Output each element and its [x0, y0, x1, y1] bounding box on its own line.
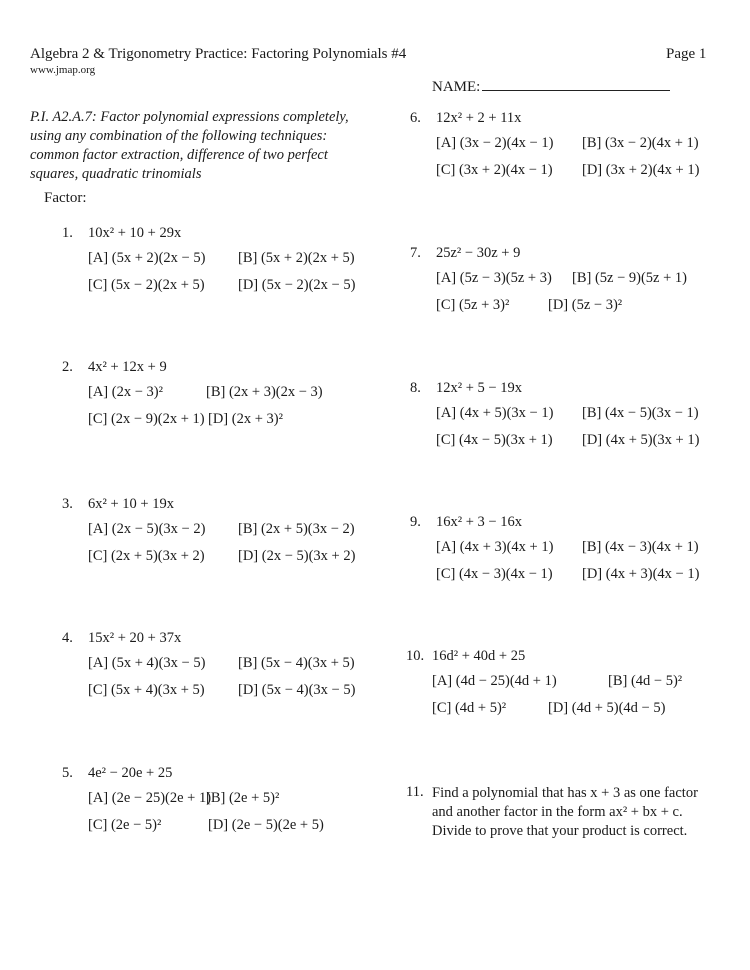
- choice-b[interactable]: [B] (5x − 4)(3x + 5): [238, 655, 355, 671]
- choice-d[interactable]: [D] (3x + 2)(4x + 1): [582, 162, 700, 178]
- choice-d[interactable]: [D] (4x + 3)(4x − 1): [582, 566, 700, 582]
- choice-d[interactable]: [D] (2x − 5)(3x + 2): [238, 548, 356, 564]
- choice-d[interactable]: [D] (5x − 4)(3x − 5): [238, 682, 356, 698]
- choice-b[interactable]: [B] (2x + 5)(3x − 2): [238, 521, 355, 537]
- choice-d[interactable]: [D] (4x + 5)(3x + 1): [582, 432, 700, 448]
- question-expression: 4e² − 20e + 25: [88, 765, 173, 781]
- question-expression: 25z² − 30z + 9: [436, 245, 521, 261]
- choice-c[interactable]: [C] (2x − 9)(2x + 1): [88, 411, 205, 427]
- name-label: NAME:: [432, 79, 481, 95]
- choice-c[interactable]: [C] (4d + 5)²: [432, 700, 507, 716]
- choice-a[interactable]: [A] (5x + 4)(3x − 5): [88, 655, 206, 671]
- question-number: 7.: [410, 245, 421, 261]
- question-number: 8.: [410, 380, 421, 396]
- choice-b[interactable]: [B] (2e + 5)²: [206, 790, 280, 806]
- choice-a[interactable]: [A] (2x − 5)(3x − 2): [88, 521, 206, 537]
- question-text: [432, 784, 698, 841]
- choice-c[interactable]: [C] (3x + 2)(4x − 1): [436, 162, 553, 178]
- choice-c[interactable]: [C] (2x + 5)(3x + 2): [88, 548, 205, 564]
- question-line: Find a polynomial that has x + 3 as one factor: [432, 785, 698, 801]
- question-expression: 12x² + 5 − 19x: [436, 380, 522, 396]
- question-expression: 12x² + 2 + 11x: [436, 110, 522, 126]
- question-expression: 16x² + 3 − 16x: [436, 514, 522, 530]
- worksheet-title: Algebra 2 & Trigonometry Practice: Factoring Polynomials #4: [30, 46, 407, 62]
- choice-c[interactable]: [C] (4x − 3)(4x − 1): [436, 566, 553, 582]
- choice-d[interactable]: [D] (5z − 3)²: [548, 297, 623, 313]
- choice-a[interactable]: [A] (4d − 25)(4d + 1): [432, 673, 557, 689]
- choice-a[interactable]: [A] (4x + 5)(3x − 1): [436, 405, 554, 421]
- choice-b[interactable]: [B] (3x − 2)(4x + 1): [582, 135, 699, 151]
- name-blank-line: [482, 76, 670, 91]
- factor-label: Factor:: [44, 190, 87, 206]
- question-expression: 15x² + 20 + 37x: [88, 630, 182, 646]
- choice-b[interactable]: [B] (5x + 2)(2x + 5): [238, 250, 355, 266]
- choice-c[interactable]: [C] (5x + 4)(3x + 5): [88, 682, 205, 698]
- standard-description: P.I. A2.A.7: Factor polynomial expressions completely, using any combination of the following techniques: common factor extraction, difference of two perfect squares, quadratic trinomials: [30, 109, 349, 182]
- choice-d[interactable]: [D] (2e − 5)(2e + 5): [208, 817, 324, 833]
- question-number: 4.: [62, 630, 73, 646]
- choice-a[interactable]: [A] (2e − 25)(2e + 1): [88, 790, 212, 806]
- question-number: 2.: [62, 359, 73, 375]
- choice-a[interactable]: [A] (4x + 3)(4x + 1): [436, 539, 554, 555]
- choice-b[interactable]: [B] (5z − 9)(5z + 1): [572, 270, 687, 286]
- choice-c[interactable]: [C] (2e − 5)²: [88, 817, 162, 833]
- question-expression: 16d² + 40d + 25: [432, 648, 526, 664]
- choice-a[interactable]: [A] (3x − 2)(4x − 1): [436, 135, 554, 151]
- name-field: [432, 76, 670, 96]
- page-number: Page 1: [666, 46, 707, 62]
- question-number: 9.: [410, 514, 421, 530]
- question-number: 11.: [406, 784, 424, 800]
- question-expression: 4x² + 12x + 9: [88, 359, 167, 375]
- question-expression: 10x² + 10 + 29x: [88, 225, 182, 241]
- choice-c[interactable]: [C] (5z + 3)²: [436, 297, 510, 313]
- choice-b[interactable]: [B] (4x − 3)(4x + 1): [582, 539, 699, 555]
- choice-b[interactable]: [B] (2x + 3)(2x − 3): [206, 384, 323, 400]
- choice-d[interactable]: [D] (2x + 3)²: [208, 411, 283, 427]
- choice-c[interactable]: [C] (4x − 5)(3x + 1): [436, 432, 553, 448]
- question-number: 10.: [406, 648, 425, 664]
- choice-b[interactable]: [B] (4x − 5)(3x − 1): [582, 405, 699, 421]
- choice-c[interactable]: [C] (5x − 2)(2x + 5): [88, 277, 205, 293]
- website: www.jmap.org: [30, 64, 96, 76]
- choice-d[interactable]: [D] (4d + 5)(4d − 5): [548, 700, 666, 716]
- question-expression: 6x² + 10 + 19x: [88, 496, 174, 512]
- question-line: Divide to prove that your product is correct.: [432, 823, 688, 839]
- choice-a[interactable]: [A] (5z − 3)(5z + 3): [436, 270, 552, 286]
- question-number: 3.: [62, 496, 73, 512]
- choice-b[interactable]: [B] (4d − 5)²: [608, 673, 683, 689]
- choice-a[interactable]: [A] (2x − 3)²: [88, 384, 163, 400]
- choice-d[interactable]: [D] (5x − 2)(2x − 5): [238, 277, 356, 293]
- question-number: 6.: [410, 110, 421, 126]
- question-number: 5.: [62, 765, 73, 781]
- question-number: 1.: [62, 225, 73, 241]
- question-line: and another factor in the form ax² + bx + c.: [432, 804, 683, 820]
- choice-a[interactable]: [A] (5x + 2)(2x − 5): [88, 250, 206, 266]
